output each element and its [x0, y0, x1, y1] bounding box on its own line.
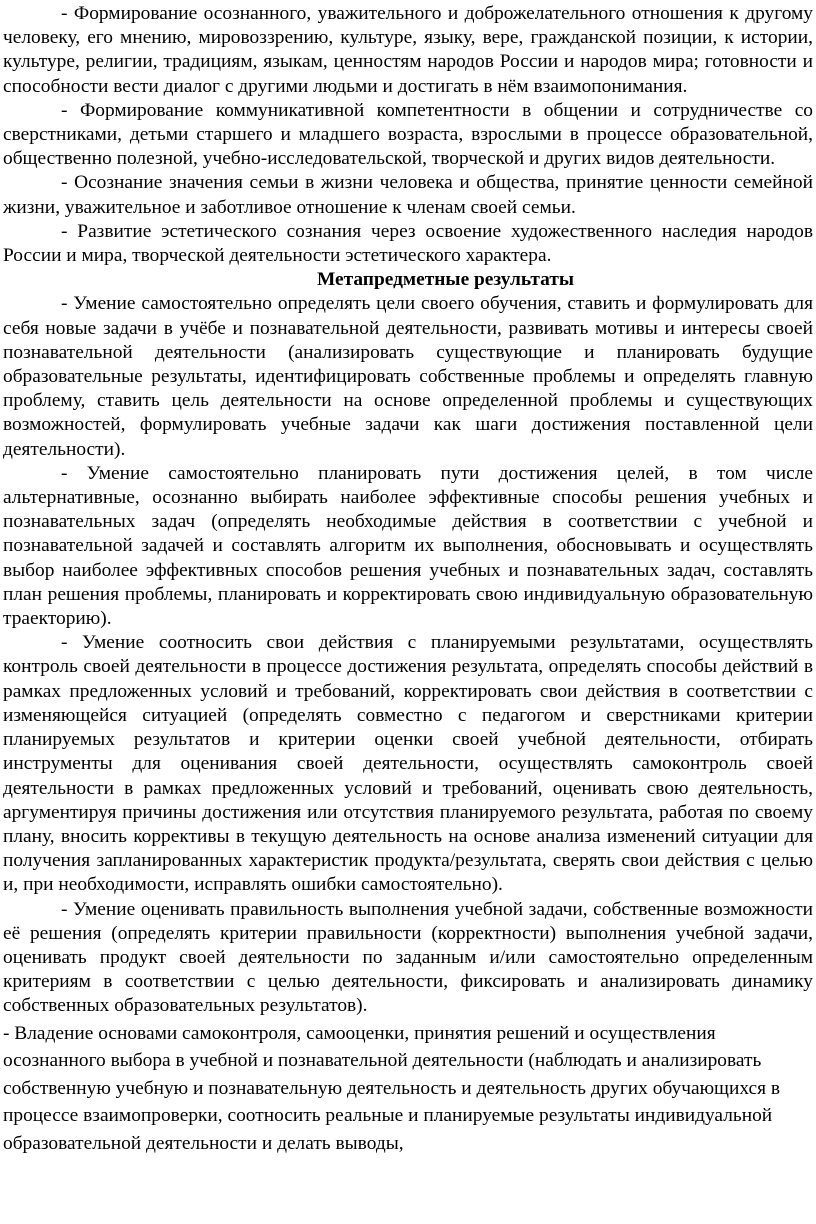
paragraph-communication: - Формирование коммуникативной компетентности в общении и сотрудничестве со сверстниками, детьми старшего и младшего возраста, взрослыми в процессе образовательной, общественно полезной, учебно-исследовательской, творческой и других видов деятельности. — [3, 99, 813, 170]
paragraph-family: - Осознание значения семьи в жизни человека и общества, принятие ценности семейной жизни, уважительное и заботливое отношение к членам своей семьи. — [3, 172, 813, 218]
paragraph-evaluation: - Умение оценивать правильность выполнения учебной задачи, собственные возможности её решения (определять критерии правильности (корректности) выполнения учебной задачи, оценивать продукт своей деятельности по заданным и/или самостоятельно определенным критериям в соответствии с целью деятельности, фиксировать и анализировать динамику собственных образовательных результатов). — [3, 898, 813, 1017]
paragraph-tolerance: - Формирование осознанного, уважительного и доброжелательного отношения к другому человеку, его мнению, мировоззрению, культуре, языку, вере, гражданской позиции, к истории, культуре, религии, традициям, языкам, ценностям народов России и народов мира; готовности и способности вести диалог с другими людьми и достигать в нём взаимопонимания. — [3, 3, 813, 97]
paragraph-goal-setting: - Умение самостоятельно определять цели своего обучения, ставить и формулировать для себя новые задачи в учёбе и познавательной деятельности, развивать мотивы и интересы своей познавательной деятельности (анализировать существующие и планировать будущие образовательные результаты, идентифицировать собственные проблемы и определять главную проблему, ставить цель деятельности на основе определенной проблемы и существующих возможностей, формулировать учебные задачи как шаги достижения поставленной цели деятельности). — [3, 293, 813, 460]
paragraph-self-assessment: - Владение основами самоконтроля, самооценки, принятия решений и осуществления осознанного выбора в учебной и познавательной деятельности (наблюдать и анализировать собственную учебную и познавательную деятельность и деятельность других обучающихся в процессе взаимопроверки, соотносить реальные и планируемые результаты индивидуальной образовательной деятельности и делать выводы, — [3, 1022, 781, 1154]
section-heading-metasubject: Метапредметные результаты — [316, 269, 575, 291]
paragraph-self-control: - Умение соотносить свои действия с планируемыми результатами, осуществлять контроль своей деятельности в процессе достижения результата, определять способы действий в рамках предложенных условий и требований, корректировать свои действия в соответствии с изменяющейся ситуацией (определять совместно с педагогом и сверстниками критерии планируемых результатов и критерии оценки своей учебной деятельности, отбирать инструменты для оценивания своей деятельности, осуществлять самоконтроль своей деятельности в рамках предложенных условий и требований, оценивать свою деятельность, аргументируя причины достижения или отсутствия планируемого результата, работая по своему плану, вносить коррективы в текущую деятельность на основе анализа изменений ситуации для получения запланированных характеристик продукта/результата, сверять свои действия с целью и, при необходимости, исправлять ошибки самостоятельно). — [3, 632, 813, 896]
paragraph-planning: - Умение самостоятельно планировать пути достижения целей, в том числе альтернативные, осознанно выбирать наиболее эффективные способы решения учебных и познавательных задач (определять необходимые действия в соответствии с учебной и познавательной задачей и составлять алгоритм их выполнения, обосновывать и осуществлять выбор наиболее эффективных способов решения учебных и познавательных задач, составлять план решения проблемы, планировать и корректировать свою индивидуальную образовательную траекторию). — [3, 462, 813, 630]
paragraph-aesthetics: - Развитие эстетического сознания через освоение художественного наследия народов России и мира, творческой деятельности эстетического характера. — [3, 220, 813, 267]
